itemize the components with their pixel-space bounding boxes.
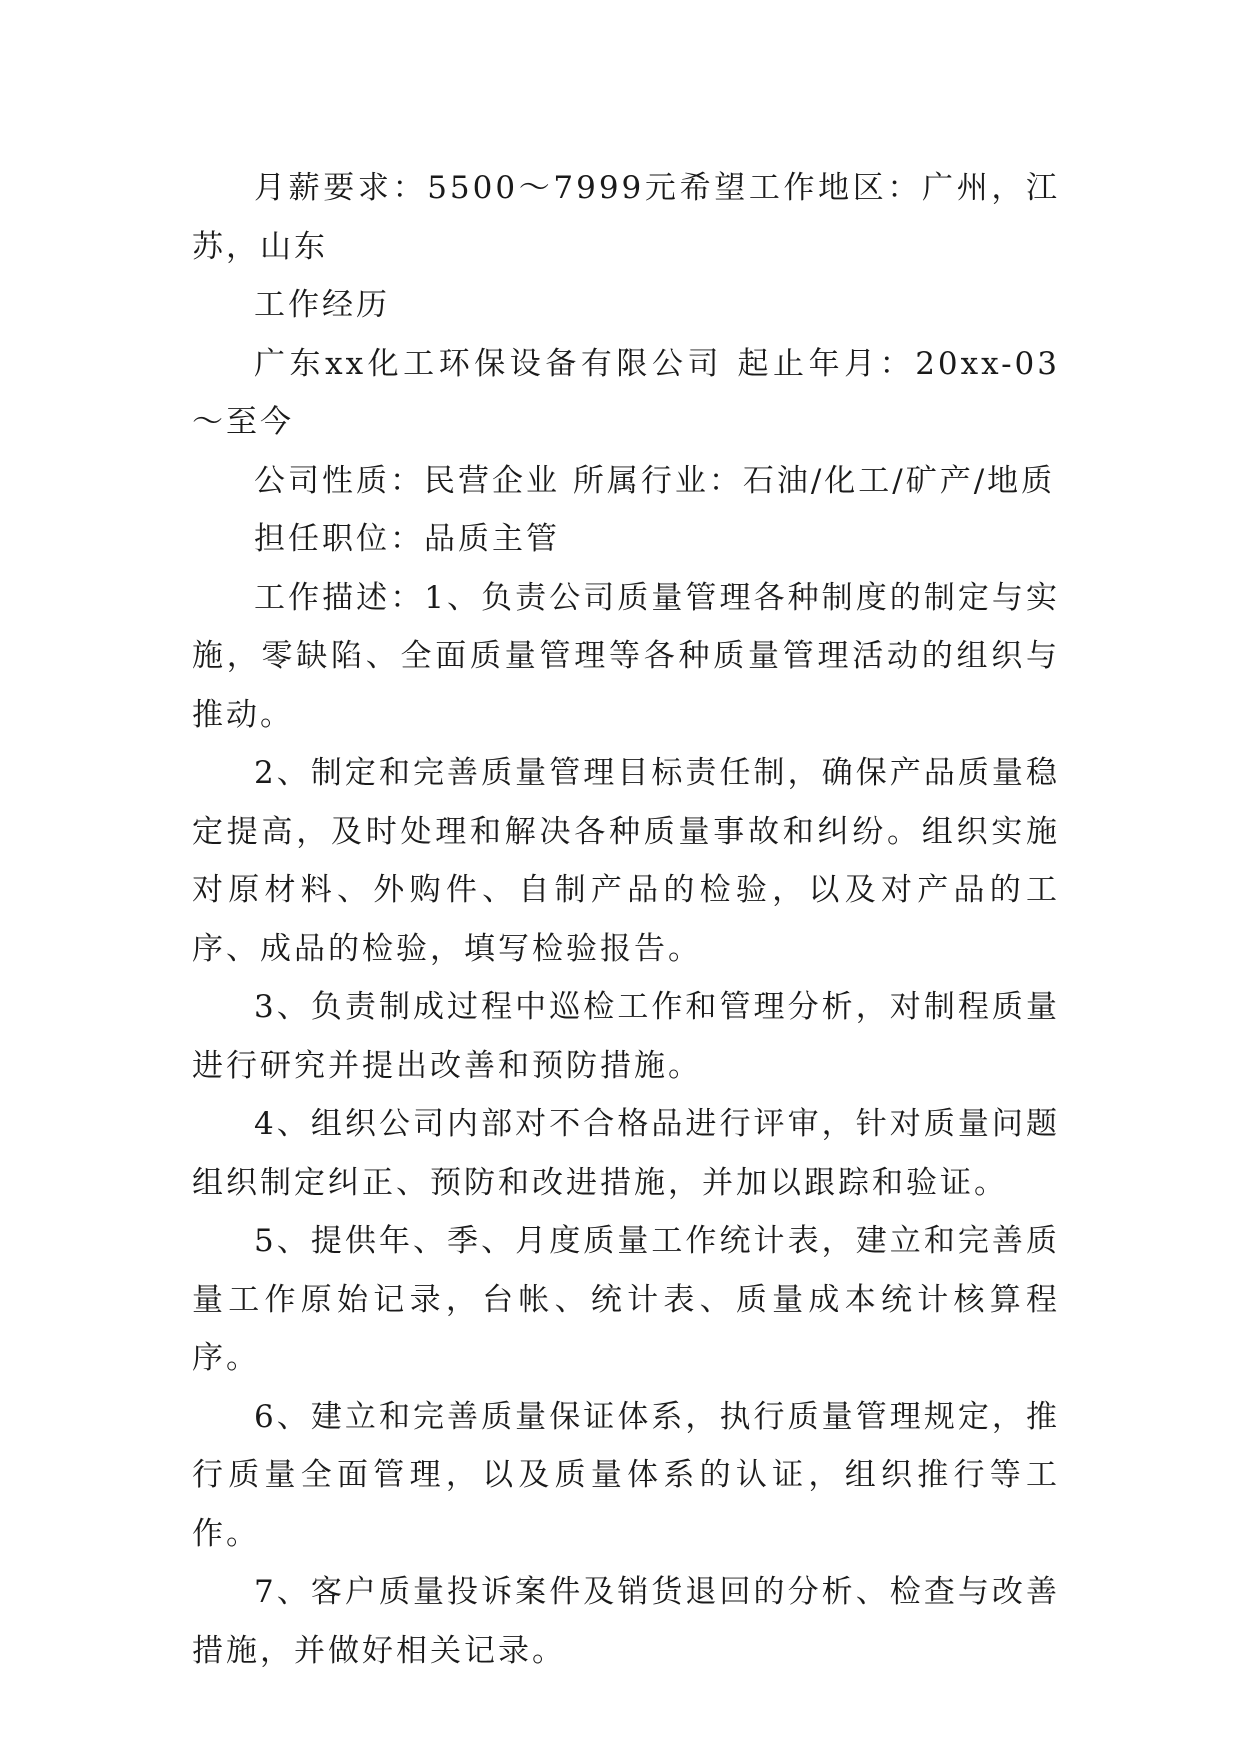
duty-item-6: 6、建立和完善质量保证体系，执行质量管理规定，推行质量全面管理，以及质量体系的认证，组织推行等工作。 bbox=[192, 1398, 1060, 1552]
work-experience-heading: 工作经历 bbox=[254, 287, 390, 323]
duty-item-1: 工作描述：1、负责公司质量管理各种制度的制定与实施，零缺陷、全面质量管理等各种质量管理活动的组织与推动。 bbox=[192, 579, 1060, 733]
duty-item-4: 4、组织公司内部对不合格品进行评审，针对质量问题组织制定纠正、预防和改进措施，并加以跟踪和验证。 bbox=[192, 1106, 1060, 1201]
company-period-line: 广东xx化工环保设备有限公司 起止年月：20xx-03～至今 bbox=[192, 345, 1060, 440]
company-nature-line: 公司性质：民营企业 所属行业：石油/化工/矿产/地质 bbox=[254, 462, 1056, 499]
duty-item-5: 5、提供年、季、月度质量工作统计表，建立和完善质量工作原始记录，台帐、统计表、质量成本统计核算程序。 bbox=[192, 1223, 1060, 1376]
duty-item-7: 7、客户质量投诉案件及销货退回的分析、检查与改善措施，并做好相关记录。 bbox=[192, 1574, 1060, 1669]
salary-location-line: 月薪要求：5500～7999元希望工作地区：广州，江苏，山东 bbox=[192, 170, 1060, 265]
document-body bbox=[192, 159, 1060, 1680]
duty-item-2: 2、制定和完善质量管理目标责任制，确保产品质量稳定提高，及时处理和解决各种质量事故和纠纷。组织实施对原材料、外购件、自制产品的检验，以及对产品的工序、成品的检验，填写检验报告。 bbox=[192, 755, 1060, 967]
position-line: 担任职位：品质主管 bbox=[254, 521, 560, 557]
duty-item-3: 3、负责制成过程中巡检工作和管理分析，对制程质量进行研究并提出改善和预防措施。 bbox=[192, 989, 1060, 1084]
